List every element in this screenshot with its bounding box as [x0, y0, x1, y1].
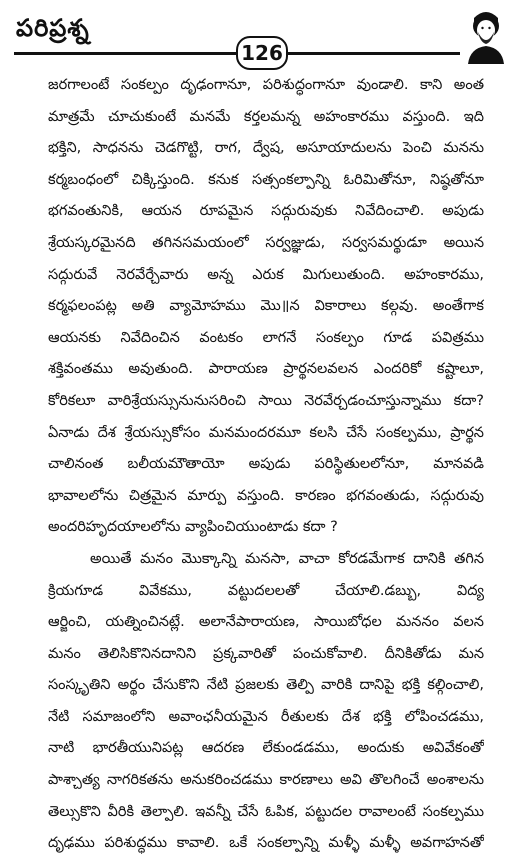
text-line: అయితే మనం మొక్కాన్ని మనసా, వాచా కోరడమేగాక దానికి తగిన	[90, 550, 484, 567]
portrait-illustration	[464, 8, 508, 64]
text-line: ఆర్జించి, యత్నించినట్లే. అలానేపారాయణ, సాయిబోధల మననం వలన	[48, 614, 484, 631]
page-number: 126	[236, 36, 288, 70]
text-line: జరగాలంటే సంకల్పం దృఢంగానూ, పరిశుద్ధంగానూ వుండాలి. కాని అంత	[48, 77, 484, 93]
text-line: సంస్కృతిని అర్థం చేసుకొని నేటి ప్రజలకు తెల్పి వారికి దానిపై భక్తి కల్గించాలి,	[48, 677, 484, 694]
text-line: సద్గురువే నెరవేర్చేవారు అన్న ఎరుక మిగులుతుంది. అహంకారము,	[48, 266, 484, 283]
text-line: తెల్సుకొని వీరికి తెల్పాలి. ఇవన్నీ చేసే ఓపిక, పట్టుదల రావాలంటే సంకల్పము	[48, 803, 484, 820]
paragraph	[48, 544, 484, 860]
text-line: మాత్రమే చూచుకుంటే మనమే కర్తలమన్న అహంకారము వస్తుంది. ఇది	[48, 108, 484, 125]
body-text	[48, 70, 484, 860]
text-line: క్రియగూడ వివేకము, వట్టుదలలతో చేయాలి.డబ్బు, విద్య	[48, 582, 484, 599]
text-line: శక్తివంతము అవుతుంది. పారాయణ ప్రార్థనలవలన ఎందరికో కష్టాలూ,	[48, 361, 484, 378]
page-header	[0, 0, 520, 65]
text-line: భక్తిని, సాధనను చెడగొట్టి, రాగ, ద్వేష, అసూయాదులను పెంచి మనను	[48, 140, 484, 157]
text-line: నాటి భారతీయునిపట్ల ఆదరణ లేకుండడము, అందుకు అవివేకంతో	[48, 740, 484, 757]
paragraph	[48, 70, 484, 544]
text-line: కర్మబంధంలో చిక్కిస్తుంది. కనుక సత్సంకల్పాన్ని ఓరిమితోనూ, నిష్ఠతోనూ	[48, 171, 484, 188]
text-line: భావాలలోను చిత్రమైన మార్పు వస్తుంది. కారణం భగవంతుడు, సద్గురువు	[48, 487, 484, 504]
text-line: చాలినంత బలీయమౌతాయో అపుడు పరిస్థితులలోనూ, మానవడి	[48, 456, 484, 473]
text-line: దృఢము పరిశుద్ధము కావాలి. ఒకే సంకల్పాన్ని మళ్ళీ మళ్ళీ అవగాహనతో	[48, 835, 484, 852]
text-line: కర్మఫలంపట్ల అతి వ్యామోహము మొ॥న వికారాలు కల్గవు. అంతేగాక	[48, 298, 484, 315]
text-line: మనం తెలిసికొనినదానిని ప్రక్కవారితో పంచుకోవాలి. దీనికితోడు మన	[48, 645, 484, 662]
text-line: ఏనాడు దేశ శ్రేయస్సుకోసం మనమందరమూ కలసి చేసే సంకల్పము, ప్రార్థన	[48, 424, 484, 441]
text-line: శ్రేయస్కరమైనది తగినసమయంలో సర్వజ్ఞుడు, సర్వసమర్థుడూ అయిన	[48, 234, 484, 251]
running-title: పరిప్రశ్న	[16, 14, 90, 42]
text-line: అందరిహృదయాలలోను వ్యాపించియుంటాడు కదా ?	[48, 519, 338, 536]
text-line: నేటి సమాజంలోని అవాంఛనీయమైన రీతులకు దేశ భక్తి లోపించడము,	[48, 708, 484, 725]
text-line: ఆయనకు నివేదించిన వంటకం లాగనే సంకల్పం గూడ పవిత్రము	[48, 329, 484, 346]
text-line: భగవంతునికి, ఆయన రూపమైన సద్గురువుకు నివేదించాలి. అపుడు	[48, 203, 484, 220]
text-line: పాశ్చాత్య నాగరికతను అనుకరించడము కారణాలు అవి తొలగించే అంశాలను	[48, 772, 484, 789]
text-line: కోరికలూ వారిశ్రేయస్సునునుసరించి సాయి నెరవేర్చడంచూస్తున్నాము కదా?	[48, 392, 484, 409]
